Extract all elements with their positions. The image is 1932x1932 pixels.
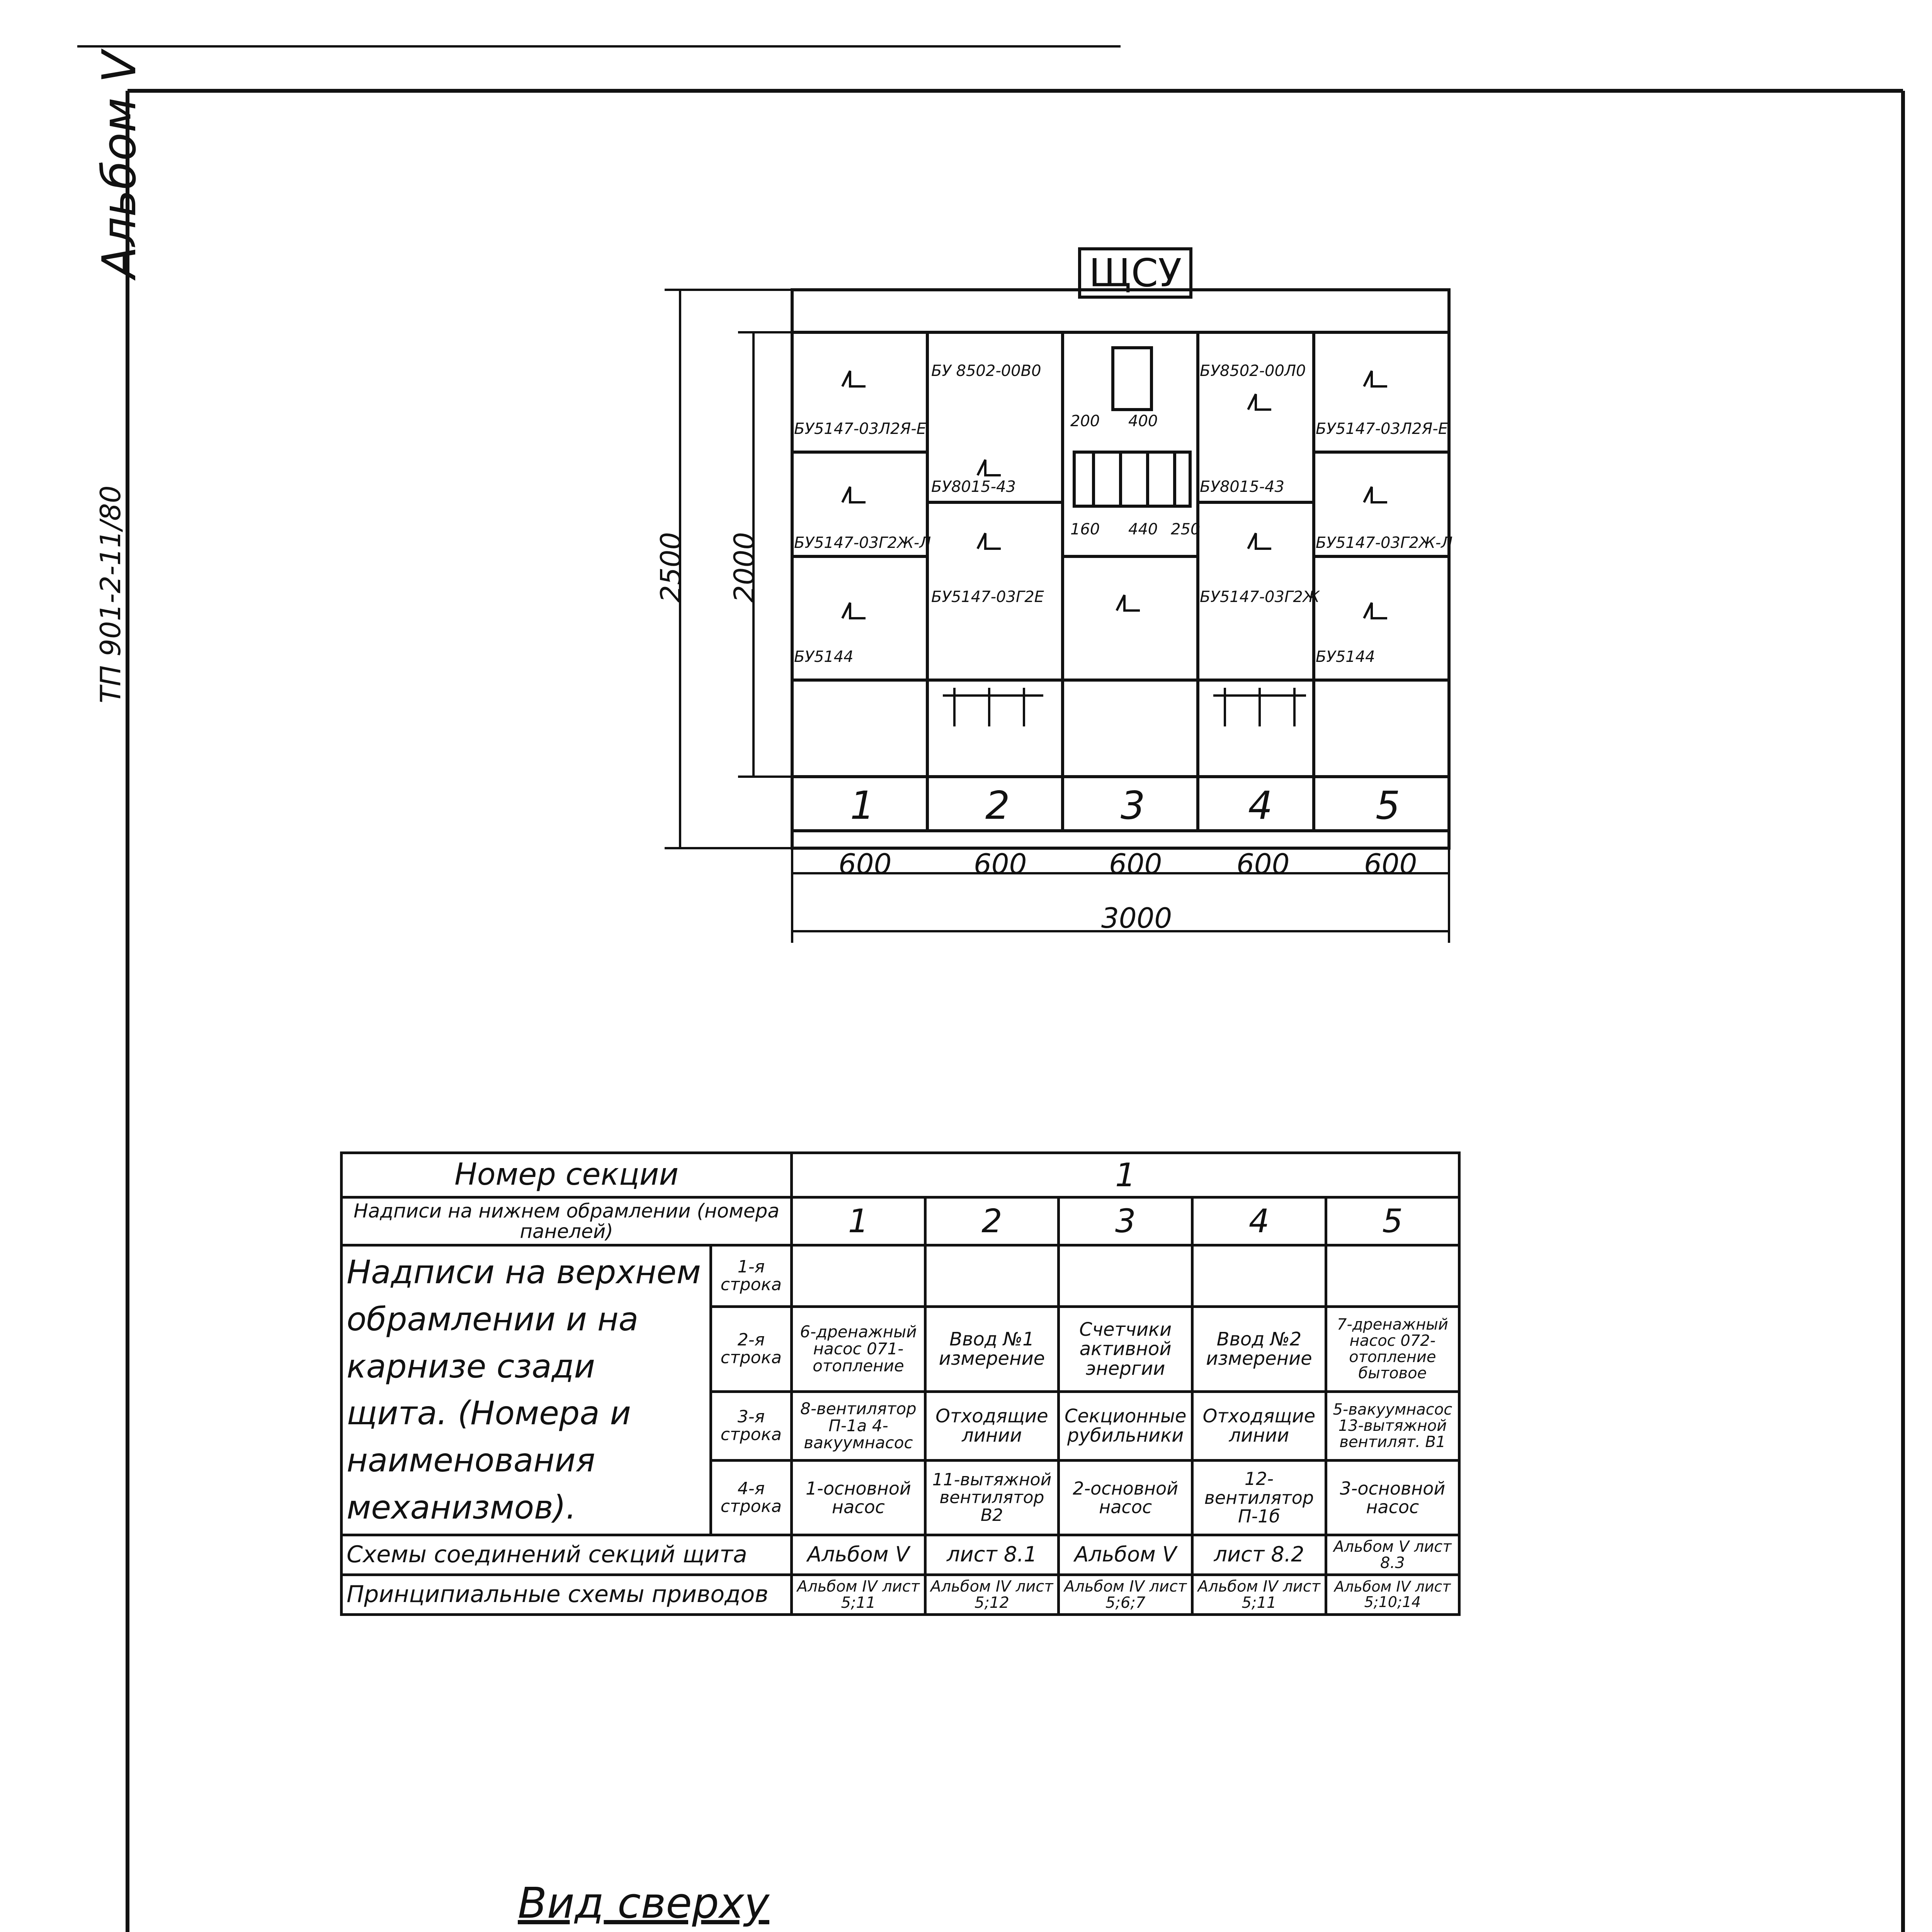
panel1-label-1: БУ5147-03Л2Я-Е (794, 420, 926, 438)
top-view-title: Вид сверху (518, 1878, 769, 1928)
panel-col-4: 4 (1192, 1197, 1326, 1245)
panels-header: Надписи на нижнем обрамлении (номера панелей) (342, 1197, 792, 1245)
row1-cell-3 (1059, 1245, 1192, 1307)
panel-number-5: 5 (1376, 783, 1400, 828)
row2-cell-1: 6-дренажный насос 071-отопление (792, 1306, 925, 1391)
row1-cell-5 (1326, 1245, 1459, 1307)
drive-4: Альбом IV лист 5;11 (1192, 1575, 1326, 1614)
section-value: 1 (792, 1153, 1459, 1197)
row-label-2: 2-я строка (711, 1306, 792, 1391)
panel1-label-3: БУ5144 (794, 648, 854, 666)
panel-col-3: 3 (1059, 1197, 1192, 1245)
row3-cell-2: Отходящие линии (925, 1391, 1059, 1460)
panel4-label-3: БУ5147-03Г2Ж (1200, 588, 1320, 606)
panel-width-3: 600 (1109, 848, 1162, 880)
row3-cell-1: 8-вентилятор П-1а 4-вакуумнасос (792, 1391, 925, 1460)
dim-height-panel: 2000 (728, 532, 760, 603)
panel-number-4: 4 (1248, 783, 1273, 828)
upper-caption-header: Надписи на верхнем обрамлении и на карнизе сзади щита. (Номера и наименования механизмов). (342, 1245, 711, 1535)
row2-cell-3: Счетчики активной энергии (1059, 1306, 1192, 1391)
row2-cell-4: Ввод №2 измерение (1192, 1306, 1326, 1391)
panel-number-1: 1 (850, 783, 875, 828)
panel-width-5: 600 (1364, 848, 1417, 880)
panel3-label-2: 400 (1128, 412, 1158, 430)
row3-cell-4: Отходящие линии (1192, 1391, 1326, 1460)
row4-cell-3: 2-основной насос (1059, 1460, 1192, 1535)
row4-cell-4: 12-вентилятор П-1б (1192, 1460, 1326, 1535)
section-header: Номер секции (342, 1153, 792, 1197)
panel-width-2: 600 (974, 848, 1027, 880)
panel-width-1: 600 (838, 848, 892, 880)
row4-cell-5: 3-основной насос (1326, 1460, 1459, 1535)
panel3-label-3: 160 (1070, 520, 1100, 538)
panel2-label-2: БУ8015-43 (931, 478, 1016, 496)
row2-cell-5: 7-дренажный насос 072-отопление бытовое (1326, 1306, 1459, 1391)
code-vertical: ТП 901-2-11/80 (94, 485, 127, 703)
panel-number-2: 2 (985, 783, 1010, 828)
scheme-3: Альбом V (1059, 1535, 1192, 1575)
row1-cell-2 (925, 1245, 1059, 1307)
total-width: 3000 (1101, 902, 1172, 934)
panel2-label-3: БУ5147-03Г2Е (931, 588, 1044, 606)
drives-header: Принципиальные схемы приводов (342, 1575, 792, 1614)
panel5-label-1: БУ5147-03Л2Я-Е (1316, 420, 1448, 438)
drive-2: Альбом IV лист 5;12 (925, 1575, 1059, 1614)
panel-width-4: 600 (1236, 848, 1290, 880)
row3-cell-3: Секционные рубильники (1059, 1391, 1192, 1460)
panel-col-2: 2 (925, 1197, 1059, 1245)
row4-cell-2: 11-вытяжной вентилятор В2 (925, 1460, 1059, 1535)
drive-3: Альбом IV лист 5;6;7 (1059, 1575, 1192, 1614)
row-label-1: 1-я строка (711, 1245, 792, 1307)
board-title: ЩСУ (1078, 247, 1192, 299)
panel-col-1: 1 (792, 1197, 925, 1245)
album-stamp: Альбом V (93, 51, 146, 278)
row-label-4: 4-я строка (711, 1460, 792, 1535)
schemes-header: Схемы соединений секций щита (342, 1535, 792, 1575)
panel1-label-2: БУ5147-03Г2Ж-Л (794, 534, 931, 552)
row4-cell-1: 1-основной насос (792, 1460, 925, 1535)
drive-1: Альбом IV лист 5;11 (792, 1575, 925, 1614)
panel5-label-2: БУ5147-03Г2Ж-Л (1316, 534, 1453, 552)
board-drawing (665, 290, 1449, 943)
scheme-4: лист 8.2 (1192, 1535, 1326, 1575)
row-label-3: 3-я строка (711, 1391, 792, 1460)
row1-cell-1 (792, 1245, 925, 1307)
panel-number-3: 3 (1121, 783, 1145, 828)
panel2-label-1: БУ 8502-00В0 (931, 362, 1041, 380)
panel3-label-1: 200 (1070, 412, 1100, 430)
scheme-2: лист 8.1 (925, 1535, 1059, 1575)
scheme-1: Альбом V (792, 1535, 925, 1575)
panel4-label-1: БУ8502-00Л0 (1200, 362, 1306, 380)
row1-cell-4 (1192, 1245, 1326, 1307)
drive-5: Альбом IV лист 5;10;14 (1326, 1575, 1459, 1614)
panel3-label-5: 250 (1171, 520, 1201, 538)
row3-cell-5: 5-вакуумнасос 13-вытяжной вентилят. В1 (1326, 1391, 1459, 1460)
dim-height-total: 2500 (655, 532, 687, 603)
row2-cell-2: Ввод №1 измерение (925, 1306, 1059, 1391)
panel-col-5: 5 (1326, 1197, 1459, 1245)
panel4-label-2: БУ8015-43 (1200, 478, 1284, 496)
panel5-label-3: БУ5144 (1316, 648, 1375, 666)
section-table (340, 1151, 1461, 1616)
scheme-5: Альбом V лист 8.3 (1326, 1535, 1459, 1575)
panel3-label-4: 440 (1128, 520, 1158, 538)
